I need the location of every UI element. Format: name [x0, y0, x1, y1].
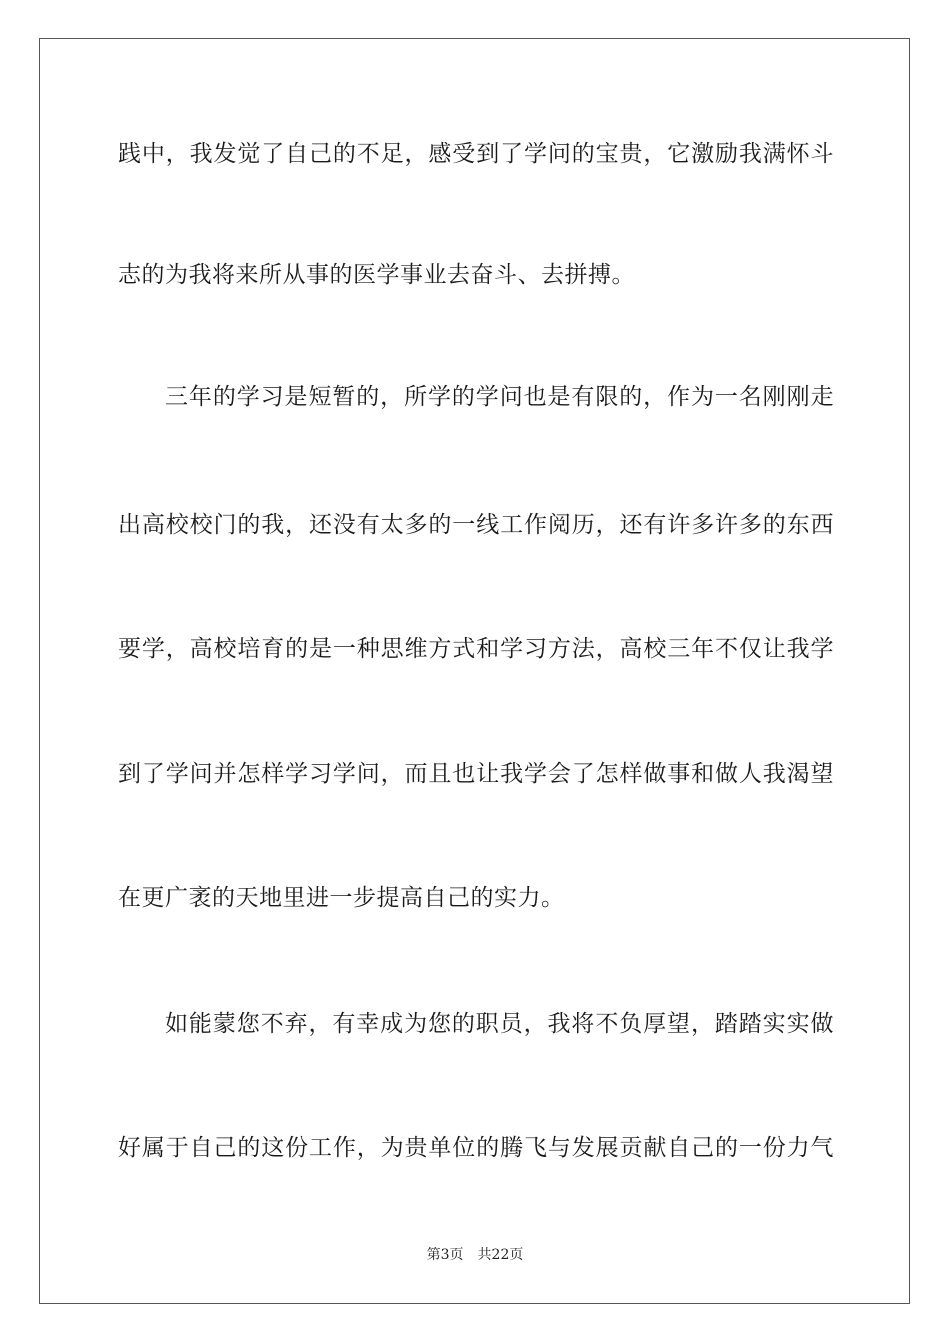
page-footer [0, 1246, 950, 1264]
body-line-1: 践中，我发觉了自己的不足，感受到了学问的宝贵，它激励我满怀斗 [118, 141, 834, 167]
page-total: 共22页 [477, 1247, 524, 1263]
body-line-3: 三年的学习是短暂的，所学的学问也是有限的，作为一名刚刚走 [165, 384, 834, 410]
body-line-4: 出高校校门的我，还没有太多的一线工作阅历，还有许多许多的东西 [118, 512, 834, 538]
body-line-6: 到了学问并怎样学习学问，而且也让我学会了怎样做事和做人我渴望 [118, 761, 834, 787]
page-frame [39, 38, 910, 1304]
body-line-5: 要学，高校培育的是一种思维方式和学习方法，高校三年不仅让我学 [118, 636, 834, 662]
body-line-7: 在更广袤的天地里进一步提高自己的实力。 [118, 885, 565, 911]
body-line-8: 如能蒙您不弃，有幸成为您的职员，我将不负厚望，踏踏实实做 [165, 1011, 834, 1037]
page-number: 第3页 [426, 1247, 464, 1263]
body-line-2: 志的为我将来所从事的医学事业去奋斗、去拼搏。 [118, 262, 635, 288]
body-line-9: 好属于自己的这份工作，为贵单位的腾飞与发展贡献自己的一份力气 [118, 1135, 834, 1161]
